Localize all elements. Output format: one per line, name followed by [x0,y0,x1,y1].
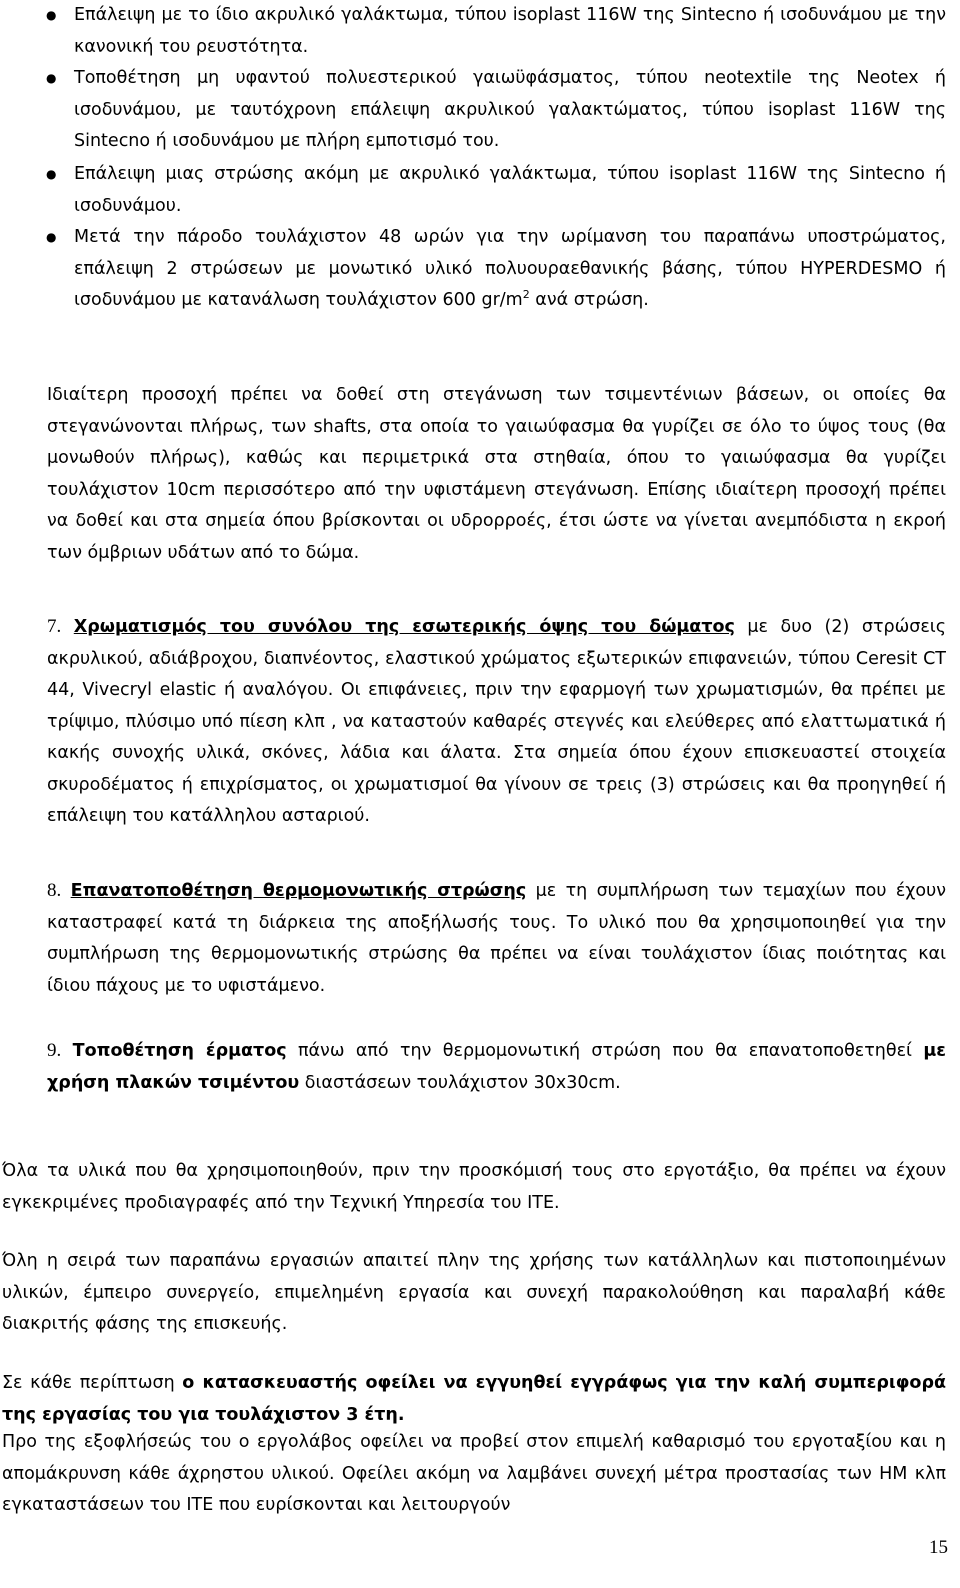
bullet-item [74,222,946,317]
bullet-text: Μετά την πάροδο τουλάχιστον 48 ωρών για την ωρίμανση του παραπάνω υποστρώματος, επάλειψη 2 στρώσεων με μονωτικό υλικό πολυουραεθανικής βάσης, τύπου HYPERDESMO ή ισοδυνάμου με κατανάλωση τουλάχιστον 600 gr/m [74,227,946,310]
bullet-item: ● Επάλειψη με το ίδιο ακρυλικό γαλάκτωμα, τύπου isoplast 116W της Sintecno ή ισοδυνάμου με την κανονική του ρευστότητα. [74,0,946,63]
paragraph-guarantee [2,1368,946,1431]
item-text: πάνω από την θερμομονωτική στρώση που θα επανατοποθετηθεί [286,1041,924,1061]
superscript: 2 [522,288,530,301]
guarantee-lead: Σε κάθε περίπτωση [2,1373,183,1393]
item-number: 7. [47,616,62,637]
item-9 [47,1035,946,1099]
bullet-item: ● Τοποθέτηση μη υφαντού πολυεστερικού γαιωϋφάσματος, τύπου neotextile της Neotex ή ισοδυνάμου, με ταυτόχρονη επάλειψη ακρυλικού γαλακτώματος, τύπου isoplast 116W της Sintecno ή ισοδυνάμου με πλήρη εμποτισμό του. [74,63,946,158]
item-text: με δυο (2) στρώσεις ακρυλικού, αδιάβροχου, διαπνέοντος, ελαστικού χρώματος εξωτερικών επιφανειών, τύπου Ceresit CT 44, Vivecryl elastic ή αναλόγου. Οι επιφάνειες, πριν την εφαρμογή των χρωματισμών, θα πρέπει με τρίψιμο, πλύσιμο υπό πίεση κλπ , να καταστούν καθαρές στεγνές και ελεύθερες από ελαττωματικά ή κακής συνοχής υλικά, σκόνες, λάδια και άλατα. Στα σημεία όπου έχουν επισκευαστεί στοιχεία σκυροδέματος ή επιχρίσματος, οι χρωματισμοί θα γίνουν σε τρεις (3) στρώσεις και θα προηγηθεί ή επάλειψη του κατάλληλου ασταριού. [47,617,946,826]
item-title: Επανατοποθέτηση θερμομονωτικής στρώσης [70,881,527,901]
item-number: 9. [47,1040,62,1061]
item-title: Τοποθέτηση έρματος [72,1041,287,1061]
paragraph-cleanup: Προ της εξοφλήσεώς του ο εργολάβος οφείλει να προβεί στον επιμελή καθαρισμό του εργοταξίου και η απομάκρυνση κάθε άχρηστου υλικού. Οφείλει ακόμη να λαμβάνει συνεχή μέτρα προστασίας των ΗΜ κλπ εγκαταστάσεων του ΙΤΕ που ευρίσκονται και λειτουργούν [2,1432,946,1515]
guarantee-bold: ο κατασκευαστής οφείλει να εγγυηθεί εγγράφως για την καλή συμπεριφορά της εργασίας του για τουλάχιστον 3 έτη. [2,1373,946,1425]
paragraph-works: Όλη η σειρά των παραπάνω εργασιών απαιτεί πλην της χρήσης των κατάλληλων και πιστοποιημένων υλικών, έμπειρο συνεργείο, επιμελημένη εργασία και συνεχή παρακολούθηση και παραλαβή κάθε διακριτής φάσης της επισκευής. [2,1251,946,1334]
bullet-item: ● Επάλειψη μιας στρώσης ακόμη με ακρυλικό γαλάκτωμα, τύπου isoplast 116W της Sintecno ή ισοδυνάμου. [74,159,946,222]
item-8 [47,875,946,1002]
page-number: 15 [929,1537,948,1558]
item-7 [47,611,946,833]
item-text-end: διαστάσεων τουλάχιστον 30x30cm. [299,1072,621,1093]
item-title: Χρωματισμός του συνόλου της εσωτερικής όψης του δώματος [73,617,735,637]
bullet-tail: ανά στρώση. [529,290,649,310]
item-bold: με χρήση πλακών τσιμέντου [47,1041,946,1093]
item-text: με τη συμπλήρωση των τεμαχίων που έχουν καταστραφεί κατά τη διάρκεια της αποξήλωσής τους. Το υλικό που θα χρησιμοποιηθεί για την συμπλήρωση της θερμομονωτικής στρώσης θα πρέπει να είναι τουλάχιστον ίδιας ποιότητας και ίδιου πάχους με το υφιστάμενο. [47,881,947,996]
paragraph-special-attention: Ιδιαίτερη προσοχή πρέπει να δοθεί στη στεγάνωση των τσιμεντένιων βάσεων, οι οποίες θα στεγανώνονται πλήρως, των shafts, στα οποία το γαιωύφασμα θα γυρίζει σε όλο το ύψος τους (θα μονωθούν πλήρως), καθώς και περιμετρικά στα στηθαία, όπου το γαιωύφασμα θα γυρίζει τουλάχιστον 10cm περισσότερο από την υφιστάμενη στεγάνωση. Επίσης ιδιαίτερη προσοχή πρέπει να δοθεί και στα σημεία όπου βρίσκονται οι υδρορροές, έτσι ώστε να γίνεται ανεμπόδιστα η εκροή των όμβριων υδάτων από το δώμα. [47,385,946,563]
item-number: 8. [47,880,62,901]
paragraph-materials: Όλα τα υλικά που θα χρησιμοποιηθούν, πριν την προσκόμισή τους στο εργοτάξιο, θα πρέπει να έχουν εγκεκριμένες προδιαγραφές από την Τεχνική Υπηρεσία του ΙΤΕ. [2,1161,946,1213]
